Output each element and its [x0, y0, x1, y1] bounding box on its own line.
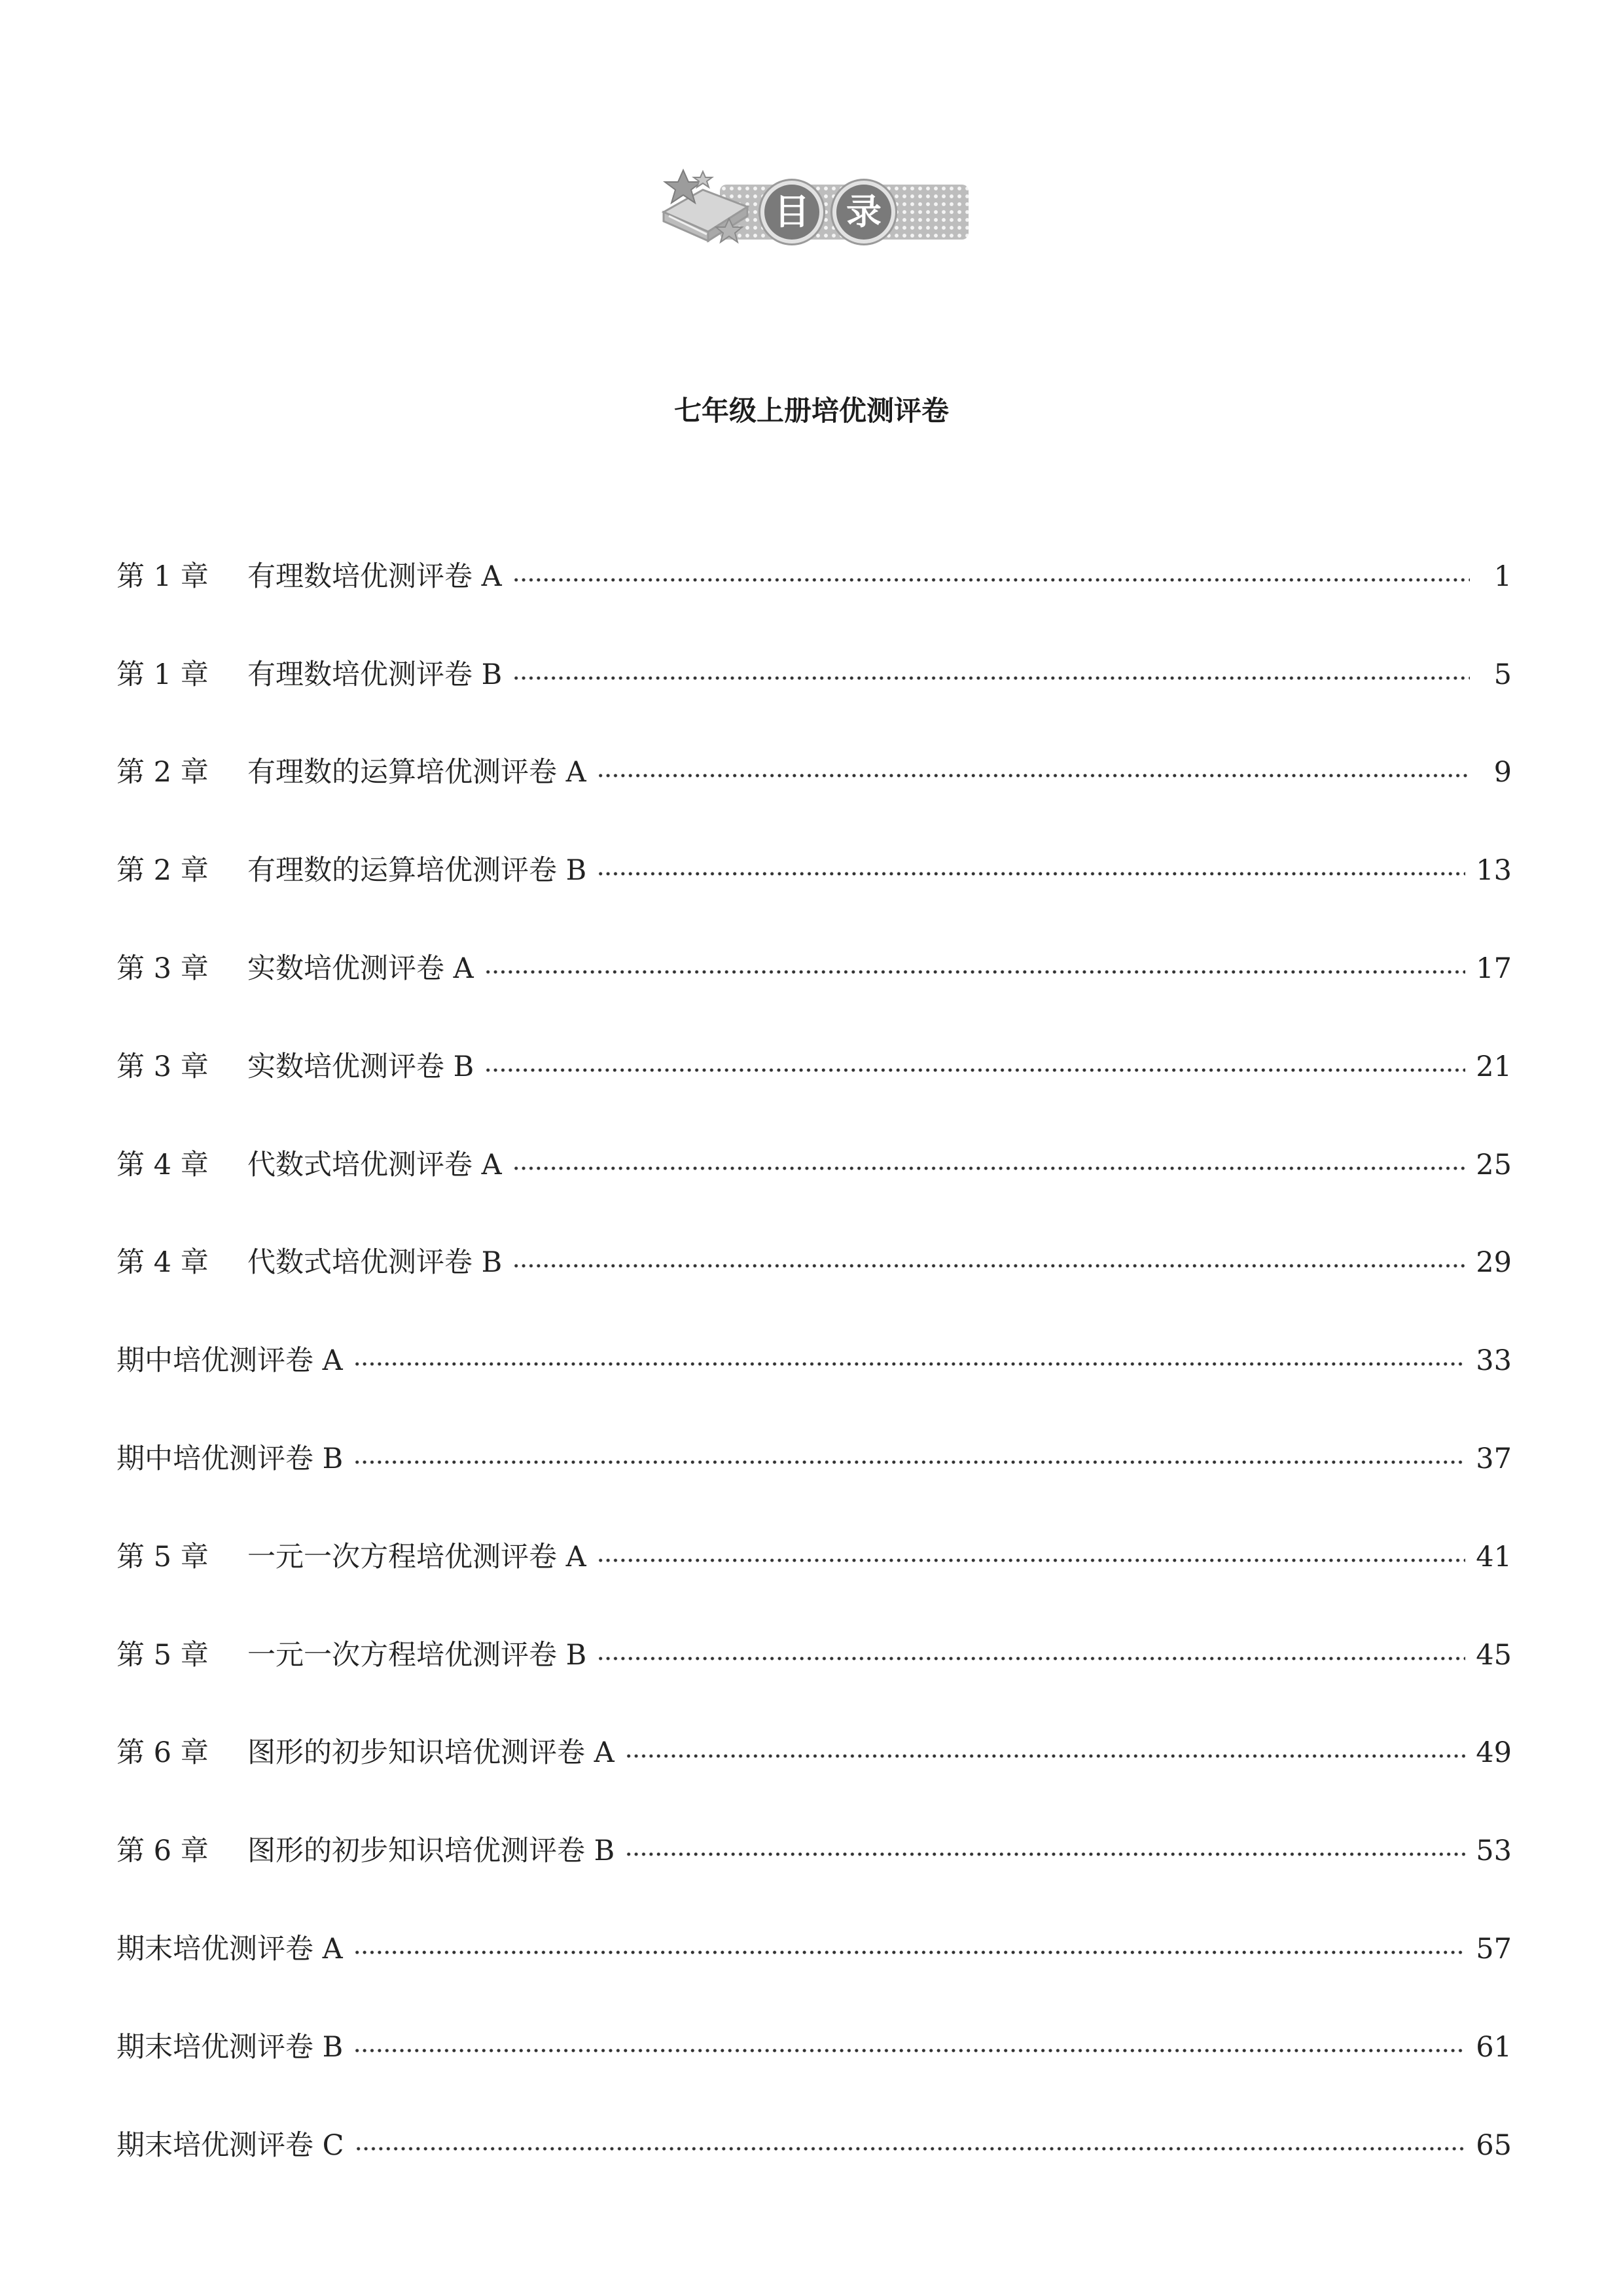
dot-leader	[512, 1264, 1465, 1268]
toc-entry-title: 代数式培优测评卷 B	[247, 1246, 503, 1280]
toc-entry[interactable]	[116, 1018, 1512, 1116]
toc-chapter-label: 第 1 章	[116, 658, 209, 691]
toc-entry[interactable]	[116, 626, 1512, 724]
toc-page-number: 17	[1476, 952, 1512, 986]
toc-entry-title: 实数培优测评卷 B	[247, 1050, 474, 1083]
toc-entry[interactable]	[116, 2096, 1512, 2195]
toc-chapter-label: 第 3 章	[116, 952, 209, 986]
toc-entry[interactable]	[116, 1606, 1512, 1704]
section-title: 七年级上册培优测评卷	[673, 395, 949, 427]
dot-leader	[353, 2049, 1465, 2053]
dot-leader	[597, 1657, 1465, 1660]
toc-chapter-label: 第 3 章	[116, 1050, 209, 1083]
toc-page-number: 29	[1476, 1246, 1512, 1280]
toc-entry-title: 实数培优测评卷 A	[247, 952, 474, 986]
toc-entry-title: 期中培优测评卷 A	[116, 1344, 343, 1378]
toc-chapter-label: 第 6 章	[116, 1835, 209, 1868]
dot-leader	[353, 1950, 1466, 1954]
dot-leader	[597, 1558, 1466, 1562]
dot-leader	[353, 1460, 1465, 1464]
toc-entry[interactable]	[116, 528, 1512, 626]
toc-entry[interactable]	[116, 1410, 1512, 1508]
dot-leader	[597, 872, 1465, 876]
toc-entry-title: 期中培优测评卷 B	[116, 1443, 344, 1476]
toc-entry-title: 一元一次方程培优测评卷 A	[247, 1540, 586, 1573]
toc-entry-title: 期末培优测评卷 B	[116, 2030, 344, 2064]
toc-chapter-label: 第 1 章	[116, 560, 209, 593]
toc-chapter-label: 第 6 章	[116, 1736, 209, 1770]
toc-page-number: 13	[1476, 854, 1512, 888]
toc-page-number: 9	[1493, 756, 1512, 789]
toc-entry-title: 代数式培优测评卷 A	[247, 1148, 502, 1181]
toc-chapter-label: 第 5 章	[116, 1540, 209, 1573]
toc-page-number: 45	[1476, 1638, 1512, 1672]
toc-entry[interactable]	[116, 1116, 1512, 1214]
toc-page-number: 65	[1476, 2128, 1512, 2162]
contents-char-badge: 录	[832, 181, 895, 243]
toc-entry[interactable]	[116, 724, 1512, 822]
toc-chapter-label: 第 5 章	[116, 1638, 209, 1672]
dot-leader	[512, 1166, 1466, 1170]
toc-chapter-label: 第 4 章	[116, 1148, 209, 1181]
toc-chapter-label: 第 4 章	[116, 1246, 209, 1280]
book-with-stars-icon	[657, 166, 755, 251]
toc-entry[interactable]	[116, 1704, 1512, 1803]
toc-entry[interactable]	[116, 1998, 1512, 2096]
toc-chapter-label: 第 2 章	[116, 854, 209, 888]
toc-page-number: 53	[1476, 1835, 1512, 1868]
dot-leader	[353, 1362, 1466, 1366]
dot-leader	[625, 1754, 1466, 1758]
toc-chapter-label: 第 2 章	[116, 756, 209, 789]
toc-page-number: 61	[1476, 2030, 1512, 2064]
toc-entry-title: 有理数培优测评卷 B	[247, 658, 503, 691]
toc-page-number: 49	[1476, 1736, 1512, 1770]
toc-entry[interactable]	[116, 1802, 1512, 1900]
toc-entry[interactable]	[116, 1508, 1512, 1606]
toc-entry[interactable]	[116, 1900, 1512, 1998]
dot-leader	[484, 970, 1466, 974]
toc-page-number: 5	[1493, 658, 1512, 691]
toc-entry-title: 图形的初步知识培优测评卷 A	[247, 1736, 615, 1770]
dot-leader	[355, 2147, 1466, 2151]
toc-page-number: 25	[1476, 1148, 1512, 1181]
toc-entry-title: 期末培优测评卷 A	[116, 1933, 343, 1966]
toc-entry-title: 有理数的运算培优测评卷 B	[247, 854, 587, 888]
toc-page-number: 37	[1476, 1443, 1512, 1476]
dot-leader	[625, 1852, 1465, 1856]
dot-leader	[512, 676, 1470, 680]
toc-page-number: 41	[1476, 1540, 1512, 1573]
contents-banner	[648, 152, 975, 263]
toc-entry[interactable]	[116, 1214, 1512, 1312]
contents-char-badge: 目	[760, 181, 823, 243]
toc-entry-title: 有理数的运算培优测评卷 A	[247, 756, 586, 789]
dot-leader	[597, 774, 1470, 778]
toc-page-number: 21	[1476, 1050, 1512, 1083]
toc-entry-title: 有理数培优测评卷 A	[247, 560, 502, 593]
toc-page-number: 57	[1476, 1933, 1512, 1966]
table-of-contents	[116, 528, 1512, 2195]
toc-page-number: 33	[1476, 1344, 1512, 1378]
toc-page-number: 1	[1493, 560, 1512, 593]
toc-entry[interactable]	[116, 821, 1512, 920]
toc-entry-title: 一元一次方程培优测评卷 B	[247, 1638, 587, 1672]
dot-leader	[512, 578, 1470, 582]
dot-leader	[484, 1068, 1465, 1072]
toc-entry[interactable]	[116, 1312, 1512, 1410]
toc-entry[interactable]	[116, 920, 1512, 1018]
toc-entry-title: 期末培优测评卷 C	[116, 2128, 344, 2162]
toc-entry-title: 图形的初步知识培优测评卷 B	[247, 1835, 615, 1868]
